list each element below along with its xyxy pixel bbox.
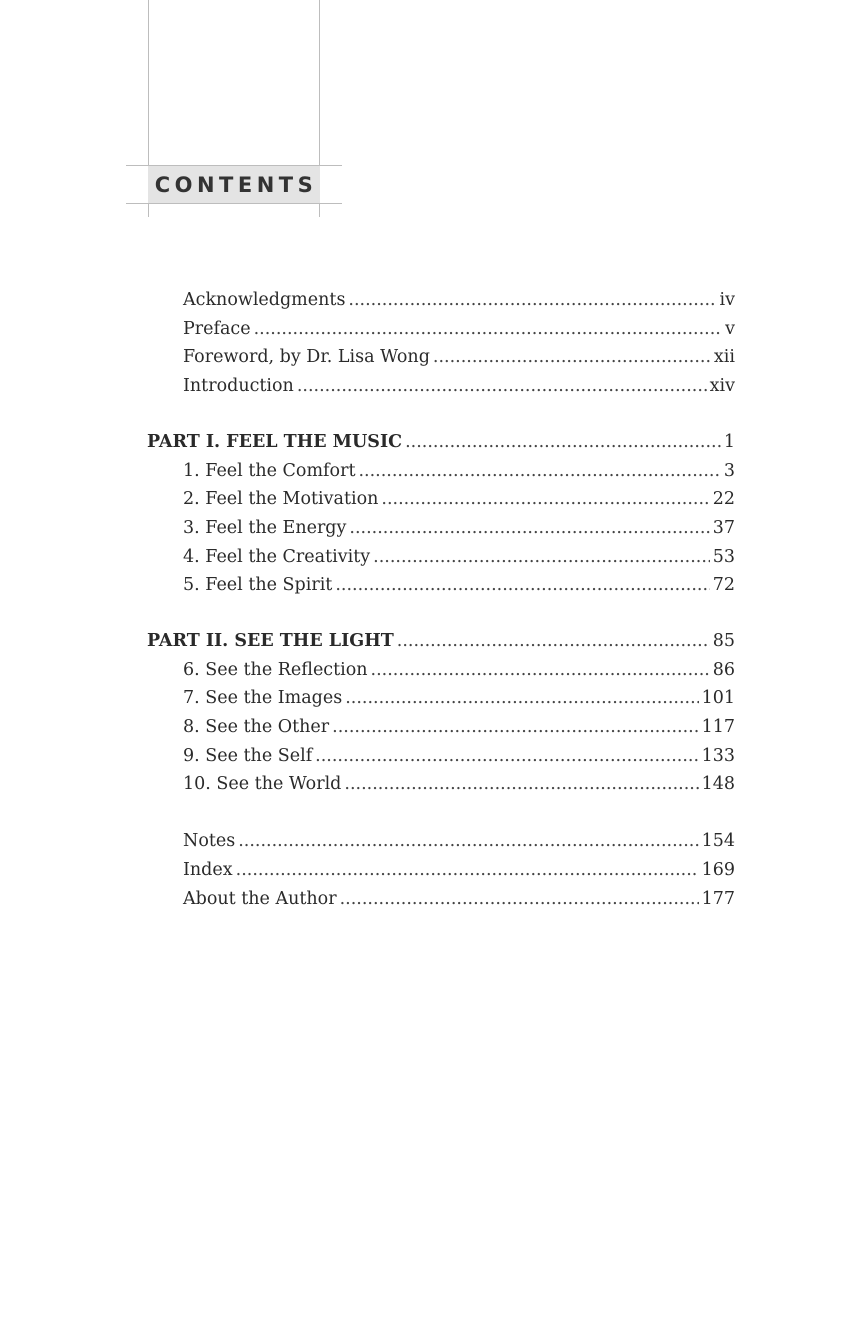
dot-leader	[297, 374, 707, 398]
dot-leader	[381, 487, 709, 511]
toc-entry-label: Introduction	[183, 376, 294, 396]
toc-entry-page: 22	[712, 489, 735, 509]
toc-chapter-4[interactable]	[183, 545, 735, 569]
toc-entry-label: Preface	[183, 319, 251, 339]
toc-chapter-9[interactable]	[183, 744, 735, 768]
toc-part-label: PART II. SEE THE LIGHT	[147, 631, 394, 651]
toc-part-2[interactable]	[147, 629, 735, 653]
toc-chapter-1[interactable]	[183, 459, 735, 483]
dot-leader	[254, 317, 723, 341]
dot-leader	[236, 858, 699, 882]
toc-entry-label: 10. See the World	[183, 774, 342, 794]
toc-chapter-2[interactable]	[183, 487, 735, 511]
toc-part-page: 1	[723, 432, 735, 452]
toc-entry-label: 9. See the Self	[183, 746, 313, 766]
toc-entry-page: 148	[701, 774, 735, 794]
toc-entry-page: 169	[701, 860, 735, 880]
toc-entry-acknowledgments[interactable]	[183, 288, 735, 312]
toc-entry-label: 6. See the Reflection	[183, 660, 368, 680]
page-title: CONTENTS	[154, 172, 318, 197]
toc-entry-label: Acknowledgments	[183, 290, 346, 310]
toc-entry-label: Foreword, by Dr. Lisa Wong	[183, 347, 430, 367]
toc-entry-page: 72	[712, 575, 735, 595]
toc-entry-page: xiv	[709, 376, 735, 396]
toc-entry-page: 53	[712, 547, 735, 567]
dot-leader	[340, 887, 699, 911]
toc-part-page: 85	[712, 631, 735, 651]
toc-entry-index[interactable]	[183, 858, 735, 882]
dot-leader	[358, 459, 720, 483]
dot-leader	[345, 686, 698, 710]
toc-entry-page: iv	[719, 290, 735, 310]
dot-leader	[397, 629, 710, 653]
toc-chapter-5[interactable]	[183, 573, 735, 597]
dot-leader	[405, 430, 721, 454]
dot-leader	[335, 573, 709, 597]
toc-entry-label: 5. Feel the Spirit	[183, 575, 333, 595]
toc-entry-page: 154	[701, 831, 735, 851]
toc-entry-introduction[interactable]	[183, 374, 735, 398]
dot-leader	[348, 288, 716, 312]
toc-entry-label: 2. Feel the Motivation	[183, 489, 379, 509]
toc-chapter-8[interactable]	[183, 715, 735, 739]
toc-entry-about-the-author[interactable]	[183, 887, 735, 911]
dot-leader	[315, 744, 698, 768]
toc-entry-label: 7. See the Images	[183, 688, 343, 708]
toc-entry-page: 37	[712, 518, 735, 538]
dot-leader	[332, 715, 698, 739]
toc-entry-page: v	[725, 319, 735, 339]
toc-chapter-7[interactable]	[183, 686, 735, 710]
toc-entry-notes[interactable]	[183, 829, 735, 853]
dot-leader	[238, 829, 698, 853]
toc-part-label: PART I. FEEL THE MUSIC	[147, 432, 403, 452]
toc-entry-label: 4. Feel the Creativity	[183, 547, 371, 567]
toc-chapter-10[interactable]	[183, 772, 735, 796]
toc-entry-label: Index	[183, 860, 233, 880]
dot-leader	[433, 345, 711, 369]
toc-chapter-6[interactable]	[183, 658, 735, 682]
toc-entry-label: About the Author	[183, 889, 337, 909]
dot-leader	[371, 658, 710, 682]
toc-entry-page: 3	[723, 461, 735, 481]
toc-entry-page: 101	[701, 688, 735, 708]
toc-entry-page: 133	[701, 746, 735, 766]
toc-entry-page: 177	[701, 889, 735, 909]
contents-heading-box	[148, 166, 320, 203]
toc-entry-page: 86	[712, 660, 735, 680]
toc-entry-label: 3. Feel the Energy	[183, 518, 347, 538]
toc-entry-label: Notes	[183, 831, 236, 851]
toc-part-1[interactable]	[147, 430, 735, 454]
toc-entry-preface[interactable]	[183, 317, 735, 341]
dot-leader	[344, 772, 698, 796]
toc-entry-foreword[interactable]	[183, 345, 735, 369]
toc-entry-label: 1. Feel the Comfort	[183, 461, 356, 481]
toc-entry-label: 8. See the Other	[183, 717, 330, 737]
toc-entry-page: xii	[713, 347, 735, 367]
dot-leader	[349, 516, 709, 540]
toc-chapter-3[interactable]	[183, 516, 735, 540]
toc-entry-page: 117	[701, 717, 735, 737]
frame-line-bottom	[126, 203, 342, 204]
dot-leader	[373, 545, 710, 569]
